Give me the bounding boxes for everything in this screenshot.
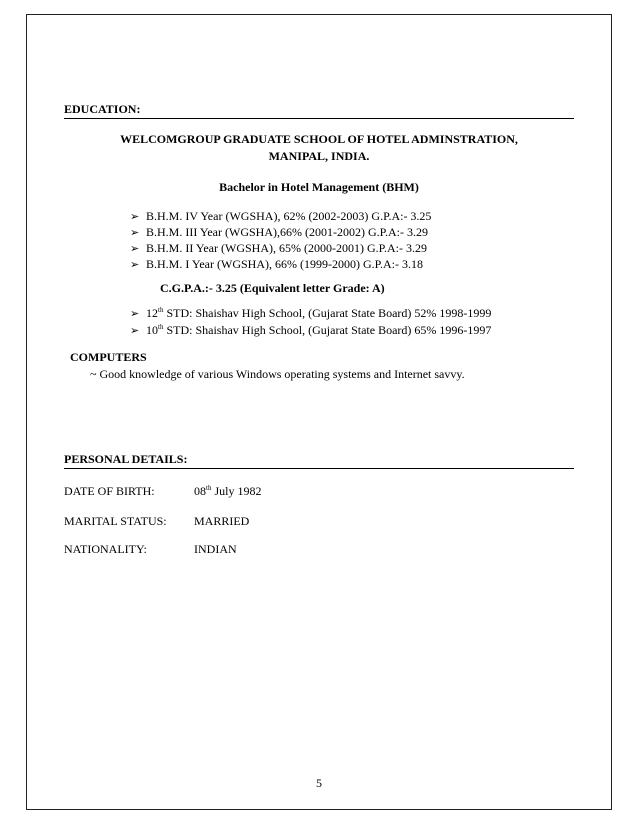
list-item: ➢ 10th STD: Shaishav High School, (Gujarat State Board) 65% 1996-1997	[130, 323, 492, 337]
arrow-bullet-icon: ➢	[130, 307, 140, 320]
arrow-bullet-icon: ➢	[130, 242, 140, 255]
cgpa-line: C.G.P.A.:- 3.25 (Equivalent letter Grade: A)	[160, 281, 385, 295]
list-item: ➢ B.H.M. IV Year (WGSHA), 62% (2002-2003) G.P.A:- 3.25	[130, 209, 432, 223]
institution-line-2: MANIPAL, INDIA.	[268, 149, 370, 163]
arrow-bullet-icon: ➢	[130, 324, 140, 337]
arrow-bullet-icon: ➢	[130, 210, 140, 223]
arrow-bullet-icon: ➢	[130, 258, 140, 271]
arrow-bullet-icon: ➢	[130, 226, 140, 239]
education-heading: EDUCATION:	[64, 102, 141, 116]
marital-status-label: MARITAL STATUS:	[64, 514, 167, 528]
personal-details-heading: PERSONAL DETAILS:	[64, 452, 188, 466]
personal-details-rule	[64, 468, 574, 469]
dob-value: 08th July 1982	[194, 484, 262, 498]
list-item: ➢ B.H.M. III Year (WGSHA),66% (2001-2002) G.P.A:- 3.29	[130, 225, 428, 239]
list-item: ➢ 12th STD: Shaishav High School, (Gujarat State Board) 52% 1998-1999	[130, 306, 492, 320]
dob-label: DATE OF BIRTH:	[64, 484, 155, 498]
degree-title: Bachelor in Hotel Management (BHM)	[219, 180, 419, 194]
marital-status-value: MARRIED	[194, 514, 250, 528]
list-item: ➢ B.H.M. II Year (WGSHA), 65% (2000-2001) G.P.A:- 3.29	[130, 241, 427, 255]
institution-line-1: WELCOMGROUP GRADUATE SCHOOL OF HOTEL ADMINSTRATION,	[120, 132, 518, 146]
computers-detail: ~ Good knowledge of various Windows operating systems and Internet savvy.	[90, 367, 465, 381]
nationality-label: NATIONALITY:	[64, 542, 147, 556]
list-item: ➢ B.H.M. I Year (WGSHA), 66% (1999-2000) G.P.A:- 3.18	[130, 257, 423, 271]
computers-heading: COMPUTERS	[70, 350, 147, 364]
page-number: 5	[316, 776, 322, 790]
nationality-value: INDIAN	[194, 542, 237, 556]
education-rule	[64, 118, 574, 119]
